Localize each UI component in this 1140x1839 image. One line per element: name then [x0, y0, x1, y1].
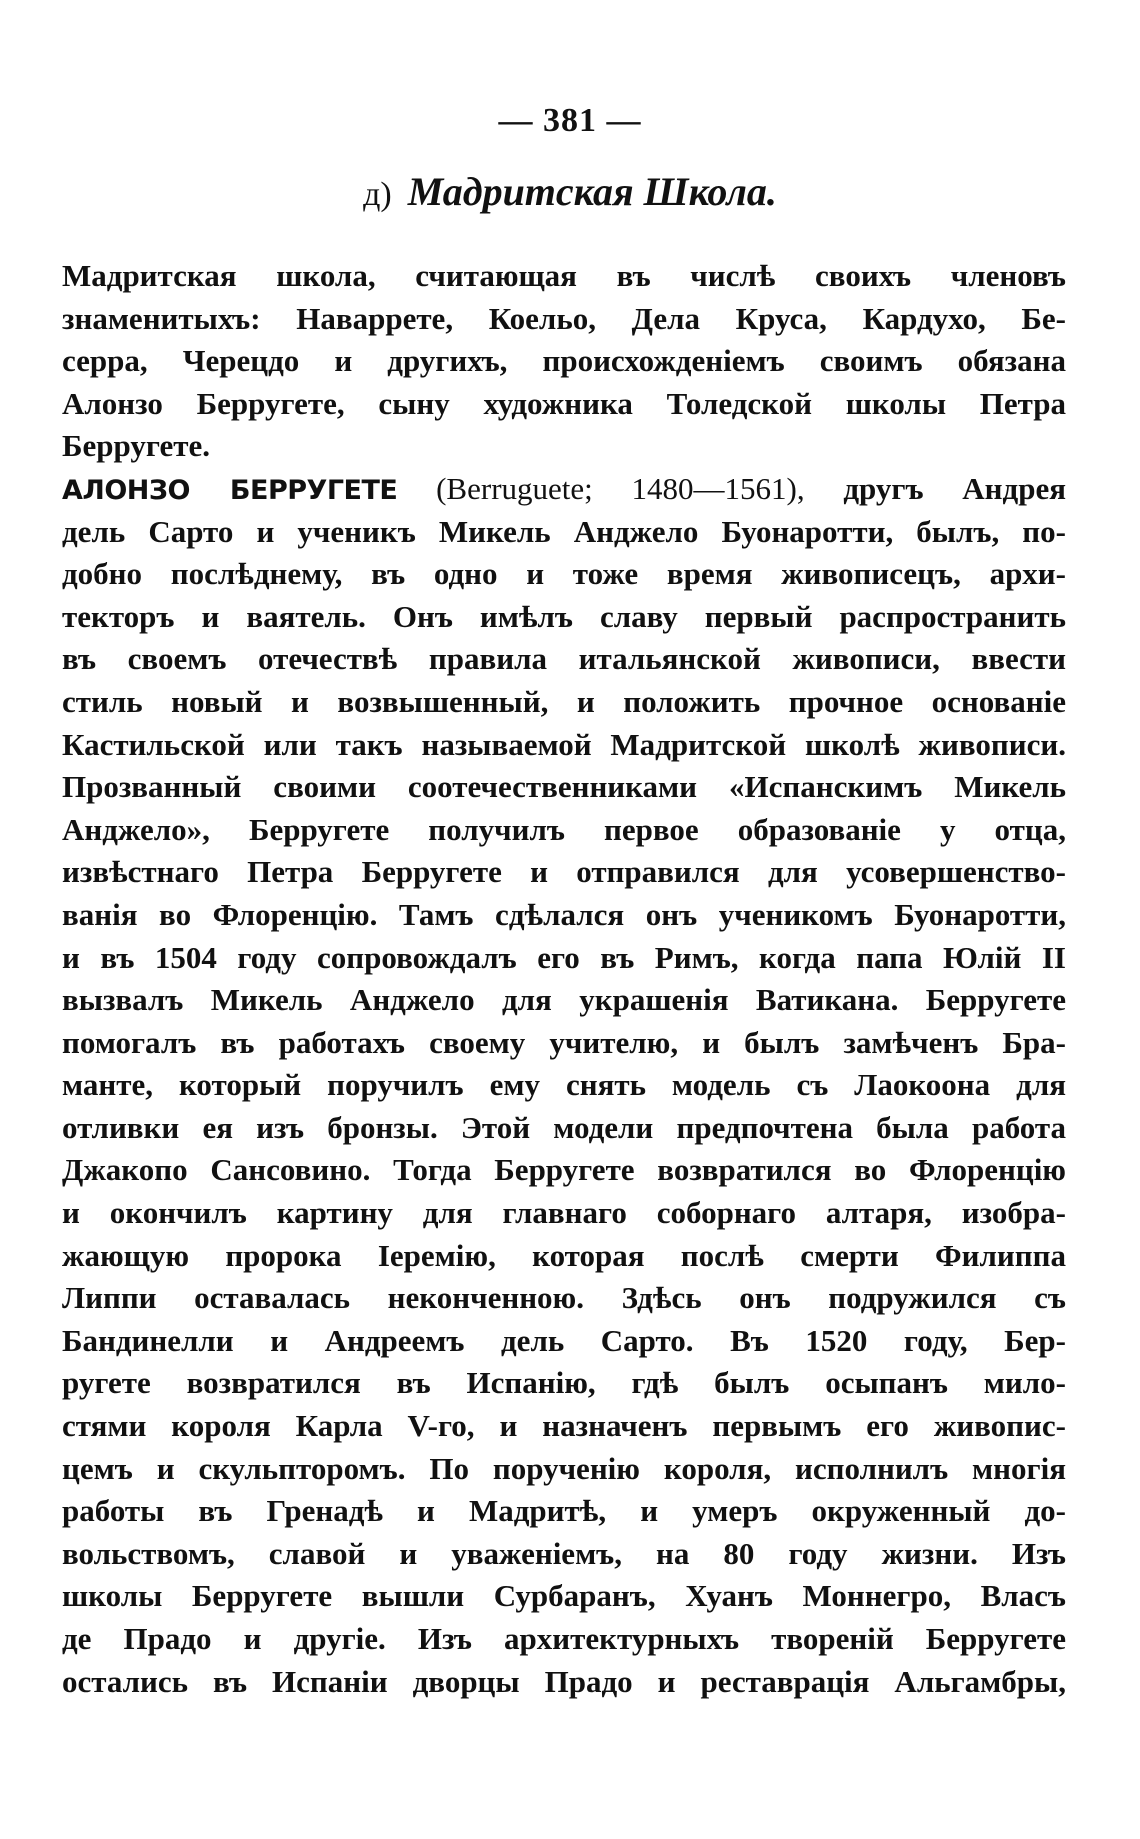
text-line: текторъ и ваятель. Онъ имѣлъ славу первый распространить: [62, 598, 1066, 634]
text-line: вольствомъ, славой и уваженіемъ, на 80 году жизни. Изъ: [62, 1535, 1066, 1571]
text-line: Джакопо Сансовино. Тогда Берругете возвратился во Флоренцію: [62, 1152, 1066, 1188]
text-line: и окончилъ картину для главнаго соборнаго алтаря, изобра-: [62, 1195, 1066, 1231]
text-line: манте, который поручилъ ему снять модель съ Лаокоона для: [62, 1067, 1066, 1103]
text-line: добно послѣднему, въ одно и тоже время живописецъ, архи-: [62, 556, 1066, 592]
text-line: отливки ея изъ бронзы. Этой модели предпочтена была работа: [62, 1109, 1066, 1145]
text-line: цемъ и скульпторомъ. По порученію короля, исполнилъ многія: [62, 1450, 1066, 1486]
text-fragment: другъ Андрея: [843, 470, 1066, 506]
text-line: въ своемъ отечествѣ правила итальянской живописи, ввести: [62, 641, 1066, 677]
text-line: де Прадо и другіе. Изъ архитектурныхъ твореній Берругете: [62, 1621, 1066, 1656]
text-line: Берругете.: [62, 428, 210, 464]
text-line: серра, Черецдо и другихъ, происхожденіемъ своимъ обязана: [62, 343, 1066, 379]
text-line: знаменитыхъ: Наваррете, Коельо, Дела Круса, Кардухо, Бе-: [62, 300, 1066, 336]
text-line: Бандинелли и Андреемъ дель Сарто. Въ 1520 году, Бер-: [62, 1322, 1066, 1358]
text-line: Алонзо Берругете, сыну художника Толедской школы Петра: [62, 385, 1066, 421]
section-title: Мадритская Школа.: [407, 169, 777, 214]
text-line: Липпи оставалась неконченною. Здѣсь онъ подружился съ: [62, 1280, 1066, 1316]
page-number: — 381 —: [498, 102, 642, 139]
section-marker: д): [363, 176, 392, 213]
text-line: школы Берругете вышли Сурбаранъ, Хуанъ Моннегро, Власъ: [62, 1578, 1066, 1614]
text-line: Мадритская школа, считающая въ числѣ своихъ членовъ: [62, 258, 1066, 293]
section-heading: [0, 168, 1140, 215]
text-line: помогалъ въ работахъ своему учителю, и былъ замѣченъ Бра-: [62, 1024, 1066, 1060]
text-line: работы въ Гренадѣ и Мадритѣ, и умеръ окруженный до-: [62, 1493, 1066, 1529]
text-line-artist-intro: [62, 468, 1066, 511]
text-line: стиль новый и возвышенный, и положить прочное основаніе: [62, 683, 1066, 719]
text-line: и въ 1504 году сопровождалъ его въ Римъ, когда папа Юлій II: [62, 939, 1066, 975]
text-line: ругете возвратился въ Испанію, гдѣ былъ осыпанъ мило-: [62, 1365, 1066, 1401]
artist-name: АЛОНЗО БЕРРУГЕТЕ: [62, 474, 398, 506]
artist-latin-name-dates: (Berruguete; 1480—1561),: [436, 470, 805, 506]
text-line: стями короля Карла V-го, и назначенъ первымъ его живопис-: [62, 1408, 1066, 1444]
text-line: жающую пророка Іеремію, которая послѣ смерти Филиппа: [62, 1237, 1066, 1273]
text-line: остались въ Испаніи дворцы Прадо и реставрація Альгамбры,: [62, 1663, 1066, 1699]
text-line: извѣстнаго Петра Берругете и отправился для усовершенство-: [62, 854, 1066, 890]
text-line: вызвалъ Микель Анджело для украшенія Ватикана. Берругете: [62, 982, 1066, 1018]
body-text: [62, 255, 1066, 1703]
text-line: дель Сарто и ученикъ Микель Анджело Буонаротти, былъ, по-: [62, 513, 1066, 549]
text-line: Прозванный своими соотечественниками «Испанскимъ Микель: [62, 769, 1066, 805]
text-line: Кастильской или такъ называемой Мадритской школѣ живописи.: [62, 726, 1066, 762]
text-line: ванія во Флоренцію. Тамъ сдѣлался онъ ученикомъ Буонаротти,: [62, 896, 1066, 932]
text-line: Анджело», Берругете получилъ первое образованіе у отца,: [62, 811, 1066, 847]
